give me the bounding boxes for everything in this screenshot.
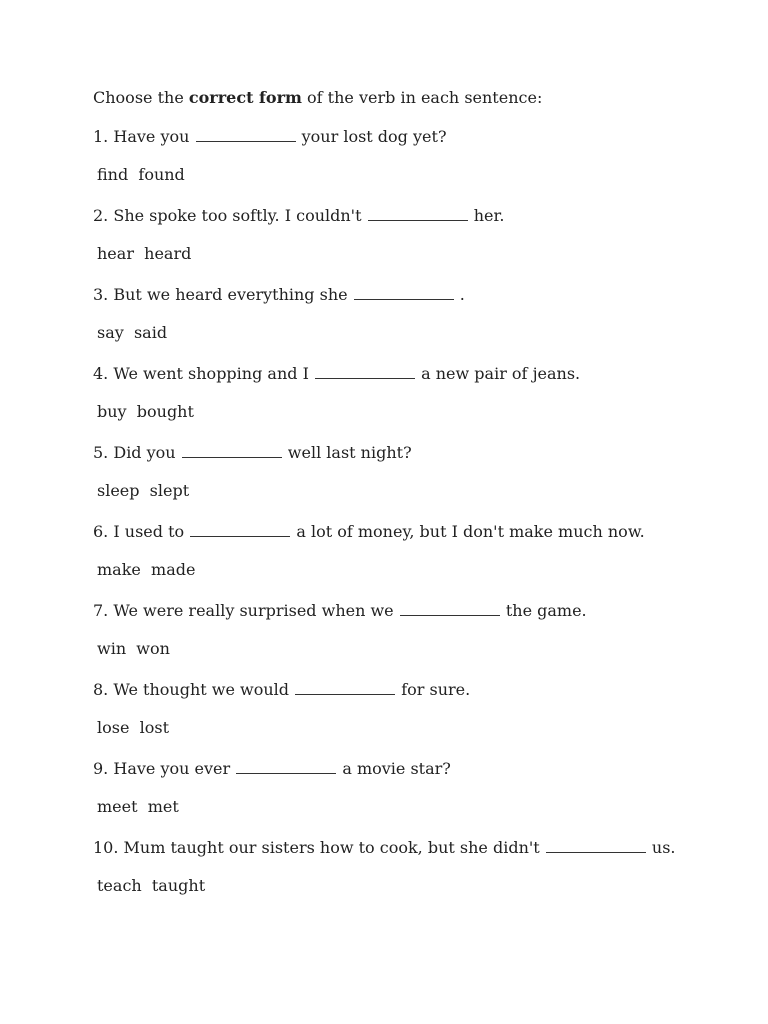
answer-options: buy bought: [97, 402, 194, 421]
question-number: 8.: [93, 680, 109, 699]
question-sentence: [93, 759, 733, 779]
answer-blank[interactable]: [196, 127, 296, 142]
question-sentence: [93, 127, 733, 147]
question-number: 1.: [93, 127, 109, 146]
question-9: [93, 759, 733, 817]
answer-blank[interactable]: [182, 443, 282, 458]
answer-options: make made: [97, 560, 196, 579]
instruction-suffix: of the verb in each sentence:: [301, 88, 543, 107]
answer-blank[interactable]: [236, 759, 336, 774]
sentence-after-blank: well last night?: [287, 443, 412, 462]
answer-options: win won: [97, 639, 170, 658]
sentence-after-blank: the game.: [505, 601, 587, 620]
answer-blank[interactable]: [368, 206, 468, 221]
question-sentence: [93, 522, 733, 542]
question-number: 2.: [93, 206, 109, 225]
answer-options: meet met: [97, 797, 179, 816]
question-sentence: [93, 364, 733, 384]
question-2: [93, 206, 733, 264]
answer-blank[interactable]: [190, 522, 290, 537]
sentence-after-blank: her.: [473, 206, 505, 225]
question-5: [93, 443, 733, 501]
sentence-before-blank: We were really surprised when we: [113, 601, 394, 620]
answer-blank[interactable]: [354, 285, 454, 300]
question-number: 9.: [93, 759, 109, 778]
instruction-bold: correct form: [188, 88, 302, 107]
answer-options: say said: [97, 323, 168, 342]
question-number: 5.: [93, 443, 109, 462]
question-7: [93, 601, 733, 659]
question-sentence: [93, 838, 733, 858]
question-4: [93, 364, 733, 422]
question-number: 4.: [93, 364, 109, 383]
question-10: [93, 838, 733, 896]
sentence-before-blank: I used to: [113, 522, 185, 541]
question-sentence: [93, 443, 733, 463]
answer-options: sleep slept: [97, 481, 190, 500]
answer-options: hear heard: [97, 244, 192, 263]
question-1: [93, 127, 733, 185]
answer-options: lose lost: [97, 718, 169, 737]
answer-blank[interactable]: [295, 680, 395, 695]
sentence-after-blank: your lost dog yet?: [301, 127, 447, 146]
answer-blank[interactable]: [315, 364, 415, 379]
sentence-after-blank: for sure.: [401, 680, 471, 699]
question-number: 3.: [93, 285, 109, 304]
sentence-after-blank: us.: [651, 838, 676, 857]
sentence-before-blank: We thought we would: [113, 680, 290, 699]
sentence-before-blank: But we heard everything she: [113, 285, 348, 304]
sentence-before-blank: Mum taught our sisters how to cook, but she didn't: [123, 838, 540, 857]
question-number: 10.: [93, 838, 119, 857]
question-number: 6.: [93, 522, 109, 541]
answer-options: teach taught: [97, 876, 206, 895]
answer-blank[interactable]: [400, 601, 500, 616]
sentence-before-blank: We went shopping and I: [113, 364, 309, 383]
sentence-after-blank: a movie star?: [342, 759, 451, 778]
answer-options: find found: [97, 165, 185, 184]
question-sentence: [93, 285, 733, 305]
instruction-prefix: Choose the: [93, 88, 189, 107]
sentence-before-blank: Did you: [113, 443, 176, 462]
question-3: [93, 285, 733, 343]
instruction-text: [93, 88, 733, 108]
worksheet: [93, 88, 733, 917]
question-number: 7.: [93, 601, 109, 620]
question-6: [93, 522, 733, 580]
sentence-before-blank: She spoke too softly. I couldn't: [113, 206, 362, 225]
question-8: [93, 680, 733, 738]
question-sentence: [93, 680, 733, 700]
question-sentence: [93, 206, 733, 226]
question-sentence: [93, 601, 733, 621]
sentence-after-blank: a lot of money, but I don't make much now.: [296, 522, 645, 541]
sentence-after-blank: .: [459, 285, 465, 304]
sentence-after-blank: a new pair of jeans.: [421, 364, 581, 383]
sentence-before-blank: Have you ever: [113, 759, 231, 778]
sentence-before-blank: Have you: [113, 127, 190, 146]
answer-blank[interactable]: [546, 838, 646, 853]
